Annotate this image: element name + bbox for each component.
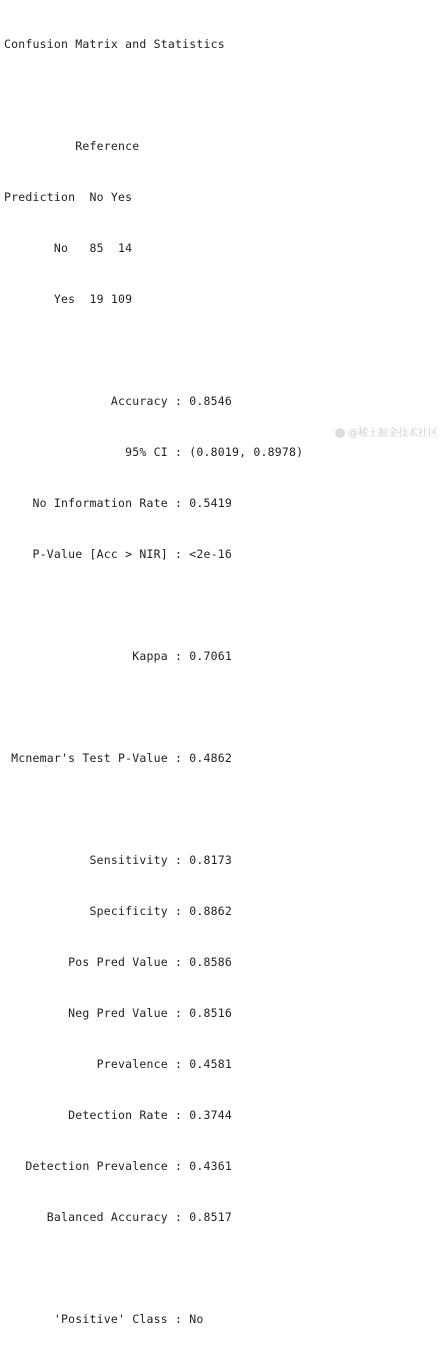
output-blank-line	[4, 87, 440, 104]
stat-pos-pred-value: Pos Pred Value : 0.8586	[4, 955, 232, 969]
matrix-row-yes: Yes 19 109	[4, 292, 133, 306]
stat-detection-prevalence: Detection Prevalence : 0.4361	[4, 1159, 232, 1173]
stat-prevalence: Prevalence : 0.4581	[4, 1057, 232, 1071]
watermark-text: @稀土掘金技术社区	[348, 428, 438, 439]
stat-mcnemar: Mcnemar's Test P-Value : 0.4862	[4, 751, 232, 765]
matrix-reference-header: Reference	[4, 139, 140, 153]
watermark	[335, 424, 438, 439]
stat-ci: 95% CI : (0.8019, 0.8978)	[4, 445, 304, 459]
stat-neg-pred-value: Neg Pred Value : 0.8516	[4, 1006, 232, 1020]
stat-kappa: Kappa : 0.7061	[4, 649, 232, 663]
matrix-row-no: No 85 14	[4, 241, 133, 255]
stat-positive-class: 'Positive' Class : No	[4, 1312, 204, 1326]
output-blank-line	[4, 597, 440, 614]
console-output	[4, 2, 440, 1326]
output-blank-line	[4, 801, 440, 818]
output-blank-line	[4, 342, 440, 359]
output-blank-line	[4, 1260, 440, 1277]
output-blank-line	[4, 699, 440, 716]
matrix-prediction-header: Prediction No Yes	[4, 190, 133, 204]
stat-detection-rate: Detection Rate : 0.3744	[4, 1108, 232, 1122]
stat-p-value: P-Value [Acc > NIR] : <2e-16	[4, 547, 232, 561]
output-title: Confusion Matrix and Statistics	[4, 37, 225, 51]
stat-no-information-rate: No Information Rate : 0.5419	[4, 496, 232, 510]
stat-balanced-accuracy: Balanced Accuracy : 0.8517	[4, 1210, 232, 1224]
stat-specificity: Specificity : 0.8862	[4, 904, 232, 918]
stat-accuracy: Accuracy : 0.8546	[4, 394, 232, 408]
watermark-logo-icon	[335, 428, 345, 438]
stat-sensitivity: Sensitivity : 0.8173	[4, 853, 232, 867]
